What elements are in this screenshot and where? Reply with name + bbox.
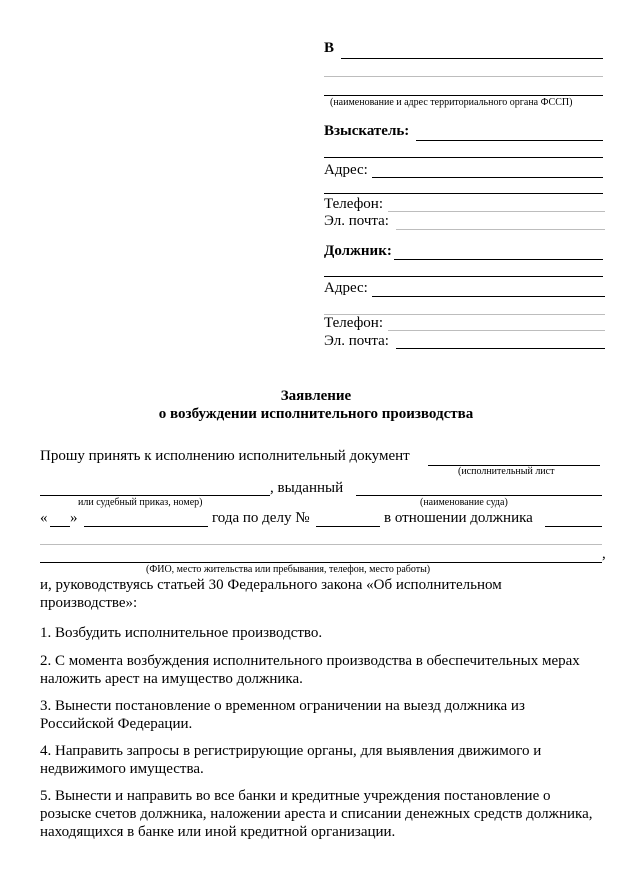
court-name-field[interactable]: [356, 495, 602, 496]
quote-open: «: [40, 510, 48, 526]
debtor-name-field[interactable]: [394, 259, 603, 260]
debtor-info-field-2[interactable]: [40, 562, 602, 563]
claimant-phone-label: Телефон:: [324, 196, 383, 212]
claimant-name-field-2[interactable]: [324, 157, 603, 158]
fssp-address-field[interactable]: [324, 95, 603, 96]
claimant-name-field[interactable]: [416, 140, 603, 141]
debtor-address-label: Адрес:: [324, 280, 368, 296]
debtor-label: Должник:: [324, 243, 392, 259]
year-case-text: года по делу №: [212, 510, 310, 526]
caption-debtor-info: (ФИО, место жительства или пребывания, телефон, место работы): [146, 564, 431, 575]
list-item-2: 2. С момента возбуждения исполнительного производства в обеспечительных мерах наложить арест на имущество должника.: [40, 653, 580, 687]
debtor-phone-label: Телефон:: [324, 315, 383, 331]
debtor-phone-field[interactable]: [388, 330, 605, 331]
fssp-name-field[interactable]: [341, 58, 603, 59]
claimant-address-field[interactable]: [372, 177, 603, 178]
caption-court-name: (наименование суда): [420, 497, 508, 508]
debtor-inline-field[interactable]: [545, 526, 602, 527]
claimant-label: Взыскатель:: [324, 123, 410, 139]
regarding-debtor-text: в отношении должника: [384, 510, 533, 526]
document-subtitle: о возбуждении исполнительного производства: [158, 406, 474, 422]
accept-request-text: Прошу принять к исполнению исполнительный документ: [40, 448, 410, 464]
caption-doc-type: (исполнительный лист: [458, 466, 555, 477]
claimant-phone-field[interactable]: [388, 211, 605, 212]
month-year-field[interactable]: [84, 526, 208, 527]
claimant-email-label: Эл. почта:: [324, 213, 389, 229]
day-field[interactable]: [50, 526, 70, 527]
list-item-3: 3. Вынести постановление о временном ограничении на выезд должника из Российской Федерации.: [40, 698, 525, 732]
fssp-name-field-2[interactable]: [324, 76, 603, 77]
to-prefix: В: [324, 40, 335, 56]
debtor-address-field[interactable]: [372, 296, 605, 297]
list-item-5: 5. Вынести и направить во все банки и кредитные учреждения постановление о розыске счетов должника, наложении ареста и списании денежных средств должника, находящихся в банке или иной кредитной организации.: [40, 788, 593, 840]
debtor-email-field[interactable]: [396, 348, 605, 349]
case-number-field[interactable]: [316, 526, 380, 527]
intro-paragraph: и, руководствуясь статьей 30 Федерального закона «Об исполнительном производстве»:: [40, 577, 502, 611]
issued-by-text: , выданный: [270, 480, 344, 496]
debtor-info-field[interactable]: [40, 544, 602, 545]
claimant-address-field-2[interactable]: [324, 193, 603, 194]
debtor-email-label: Эл. почта:: [324, 333, 389, 349]
caption-court-order: или судебный приказ, номер): [78, 497, 203, 508]
debtor-name-field-2[interactable]: [324, 276, 603, 277]
document-title: Заявление: [280, 388, 352, 404]
fssp-caption: (наименование и адрес территориального органа ФССП): [330, 97, 573, 108]
list-item-1: 1. Возбудить исполнительное производство.: [40, 625, 323, 641]
document-number-field[interactable]: [40, 495, 270, 496]
quote-close: »: [70, 510, 78, 526]
list-item-4: 4. Направить запросы в регистрирующие органы, для выявления движимого и недвижимого имущества.: [40, 743, 542, 777]
claimant-address-label: Адрес:: [324, 162, 368, 178]
trailing-comma: ,: [602, 546, 606, 562]
claimant-email-field[interactable]: [396, 229, 605, 230]
